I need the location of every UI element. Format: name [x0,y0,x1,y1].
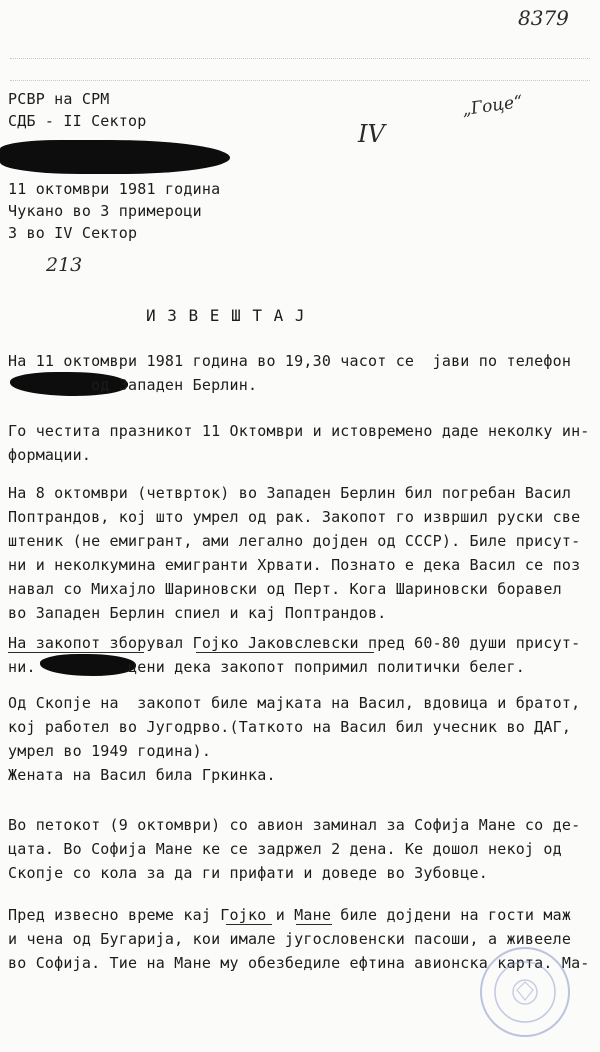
body-line: во Западен Берлин спиел и кај Поптрандов. [8,604,387,622]
handwritten-number: 213 [46,254,83,276]
body-line: навал со Михајло Шариновски од Перт. Кога Шариновски боравел [8,580,562,598]
archive-stamp-icon [470,940,580,1040]
body-line: штеник (не емигрант, ами легално дојден од СССР). Биле присут- [8,532,581,550]
underline-mark [8,652,144,653]
handwritten-sector-mark: IV [358,120,385,148]
redaction-mark [0,140,230,174]
header-org: РСВР на СРМ [8,90,110,108]
paper-guide-line [10,80,590,81]
body-line: Поптрандов, кој што умрел од рак. Закопот го извршил руски све [8,508,581,526]
body-line: во Софија. Тие на Мане му обезбедиле ефтина авионска карта. Ма- [8,954,590,972]
body-line: На закопот зборувал Гојко Јаковслевски пред 60-80 души присут- [8,634,581,652]
body-line: Го честита празникот 11 Октомври и истовремено даде неколку ин- [8,422,590,440]
document-title: И З В Е Ш Т А Ј [146,306,306,325]
underline-mark [226,924,272,925]
handwritten-codename: „Гоце“ [460,91,525,121]
body-line: цата. Во Софија Мане ке се задржел 2 дена. Ке дошол некој од [8,840,562,858]
underline-mark [296,924,332,925]
header-date: 11 октомври 1981 година [8,180,221,198]
header-copies: Чукано во 3 примероци [8,202,202,220]
body-line: Жената на Васил била Гркинка. [8,766,276,784]
body-line: ни и неколкумина емигранти Хрвати. Познато е дека Васил се поз [8,556,581,574]
header-department: СДБ - II Сектор [8,112,147,130]
body-line: и чена од Бугарија, кои имале југословенски пасоши, а живееле [8,930,572,948]
body-line: Од Скопје на закопот биле мајката на Васил, вдовица и братот, [8,694,581,712]
underline-mark [196,652,374,653]
paper-guide-line [10,58,590,59]
header-distribution: 3 во IV Сектор [8,224,138,242]
body-line: умрел во 1949 година). [8,742,212,760]
body-line: кој работел во Југодрво.(Таткото на Васил бил учесник во ДАГ, [8,718,572,736]
body-line: На 8 октомври (четврток) во Западен Берлин бил погребан Васил [8,484,572,502]
body-line: формации. [8,446,92,464]
body-line: Во петокот (9 октомври) со авион заминал за Софија Мане со де- [8,816,581,834]
archive-number: 8379 [518,6,569,30]
body-line: ни. цени дека закопот попримил политички белег. [8,658,525,676]
body-line: На 11 октомври 1981 година во 19,30 часот се јави по телефон [8,352,572,370]
body-line: од Западен Берлин. [8,376,258,394]
body-line: Скопје со кола за да ги прифати и доведе во Зубовце. [8,864,488,882]
body-line: Пред извесно време кај Гојко и Мане биле дојдени на гости маж [8,906,572,924]
